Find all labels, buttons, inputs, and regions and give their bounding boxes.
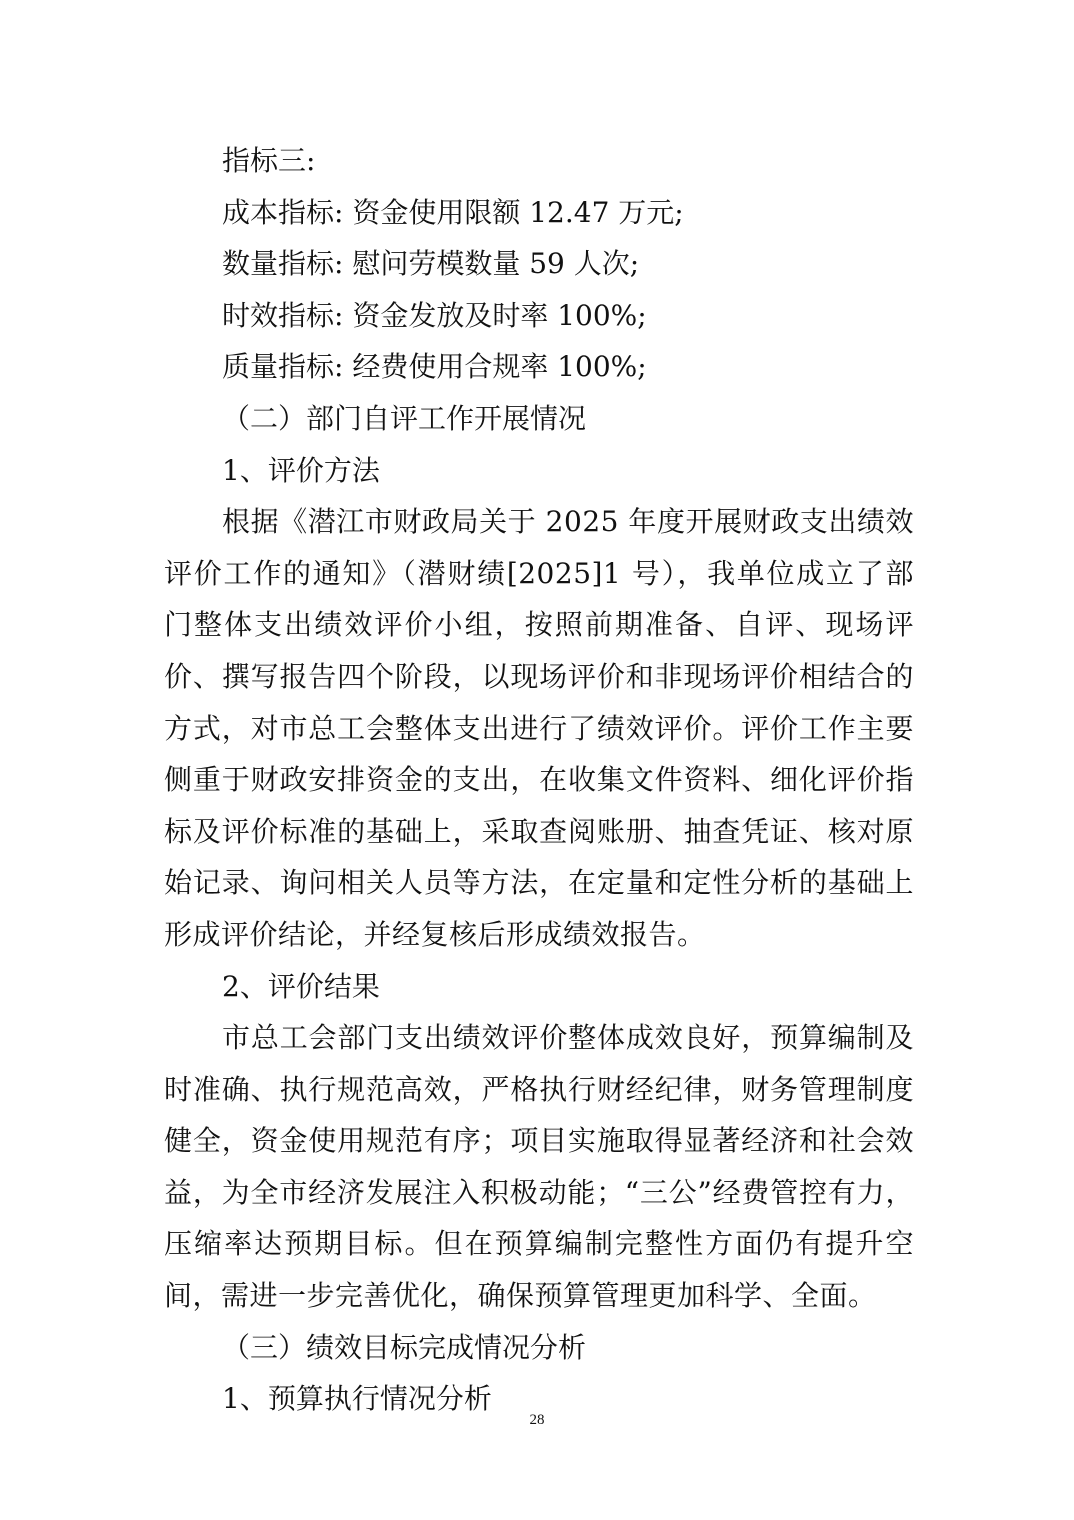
- page-number: 28: [529, 1412, 545, 1428]
- indicator-heading: 指标三:: [222, 144, 316, 177]
- quantity-indicator: 数量指标: 慰问劳模数量 59 人次;: [222, 247, 640, 281]
- section-heading-goal-completion: （三）绩效目标完成情况分析: [222, 1330, 587, 1364]
- subheading-evaluation-result: 2、评价结果: [222, 969, 380, 1003]
- paragraph-evaluation-result: 市总工会部门支出绩效评价整体成效良好，预算编制及时准确、执行规范高效，严格执行财经纪律，财务管理制度健全，资金使用规范有序；项目实施取得显著经济和社会效益，为全市经济发展注入积极动能；“三公”经费管控有力，压缩率达预期目标。但在预算编制完整性方面仍有提升空间，需进一步完善优化，确保预算管理更加科学、全面。: [164, 1021, 914, 1313]
- section-heading-self-evaluation: （二）部门自评工作开展情况: [222, 401, 587, 435]
- timeliness-indicator: 时效指标: 资金发放及时率 100%;: [222, 298, 647, 332]
- cost-indicator: 成本指标: 资金使用限额 12.47 万元;: [222, 195, 684, 229]
- subheading-evaluation-method: 1、评价方法: [222, 453, 380, 487]
- quality-indicator: 质量指标: 经费使用合规率 100%;: [222, 350, 647, 384]
- subheading-budget-execution: 1、预算执行情况分析: [222, 1382, 492, 1416]
- paragraph-evaluation-method: 根据《潜江市财政局关于 2025 年度开展财政支出绩效评价工作的通知》（潜财绩[2025]1 号），我单位成立了部门整体支出绩效评价小组，按照前期准备、自评、现场评价、撰写报告四个阶段，以现场评价和非现场评价相结合的方式，对市总工会整体支出进行了绩效评价。评价工作主要侧重于财政安排资金的支出，在收集文件资料、细化评价指标及评价标准的基础上，采取查阅账册、抽查凭证、核对原始记录、询问相关人员等方法，在定量和定性分析的基础上形成评价结论，并经复核后形成绩效报告。: [164, 505, 914, 951]
- page-content: [164, 135, 914, 1425]
